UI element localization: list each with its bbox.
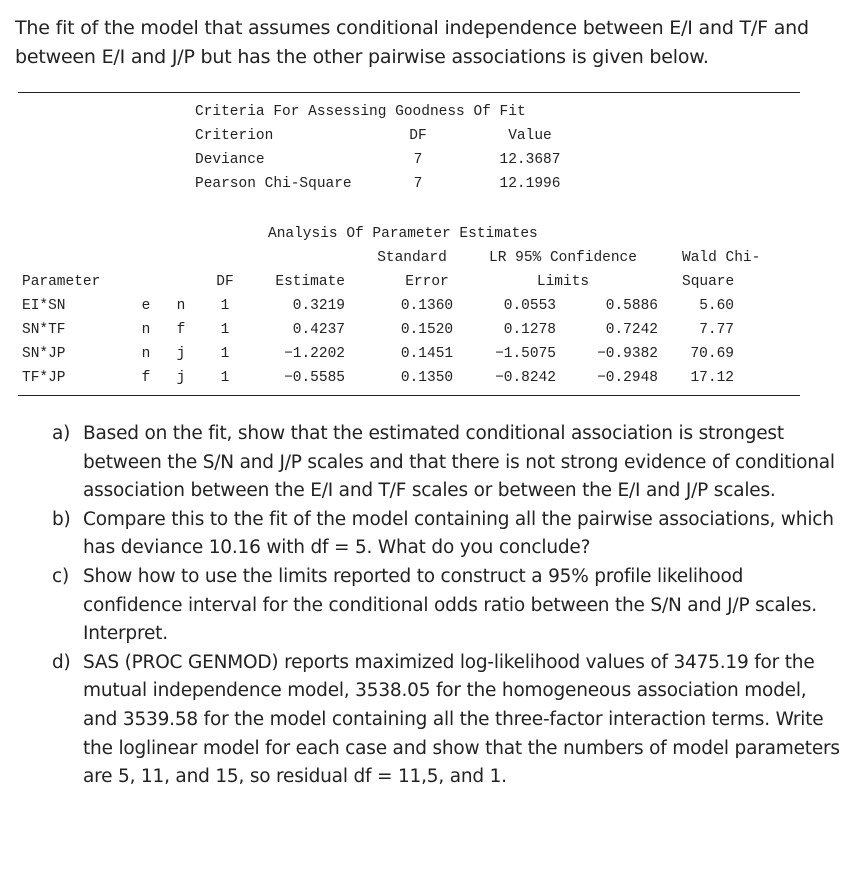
header-estimate: Estimate <box>275 274 345 290</box>
question-text: Compare this to the fit of the model containing all the pairwise associations, which has deviance 10.16 with df = 5. What do you conclude? <box>83 508 834 559</box>
cell-level-2: j <box>176 346 186 362</box>
cell-wald: 17.12 <box>690 370 734 386</box>
goodness-row-criterion: Pearson Chi-Square <box>195 176 352 192</box>
header-df: DF <box>216 274 234 290</box>
cell-parameter: SN*JP <box>22 346 66 362</box>
cell-lower-limit: 0.1278 <box>503 322 556 338</box>
table-top-rule <box>18 92 800 93</box>
cell-wald: 7.77 <box>699 322 734 338</box>
goodness-header-df: DF <box>409 128 427 144</box>
cell-lower-limit: 0.0553 <box>503 298 556 314</box>
cell-level-1: e <box>141 298 151 314</box>
cell-df: 1 <box>220 298 230 314</box>
goodness-title: Criteria For Assessing Goodness Of Fit <box>195 104 526 120</box>
estimates-title: Analysis Of Parameter Estimates <box>268 226 538 242</box>
cell-level-2: j <box>176 370 186 386</box>
question-label: b) <box>52 508 71 530</box>
cell-lower-limit: −1.5075 <box>495 346 556 362</box>
cell-parameter: TF*JP <box>22 370 66 386</box>
header-lr-confidence: LR 95% Confidence <box>489 250 637 266</box>
cell-upper-limit: 0.5886 <box>605 298 658 314</box>
cell-df: 1 <box>220 346 230 362</box>
question-label: a) <box>52 423 71 444</box>
cell-wald: 5.60 <box>699 298 734 314</box>
cell-df: 1 <box>220 322 230 338</box>
cell-upper-limit: 0.7242 <box>605 322 658 338</box>
cell-df: 1 <box>220 370 230 386</box>
cell-upper-limit: −0.9382 <box>597 346 658 362</box>
cell-parameter: SN*TF <box>22 322 66 338</box>
cell-level-1: n <box>141 346 151 362</box>
intro-text: The fit of the model that assumes conditional independence between E/I and T/F and between E/I and J/P but has the other pairwise associations is given below. <box>15 17 809 68</box>
cell-error: 0.1520 <box>400 322 454 338</box>
cell-error: 0.1451 <box>400 346 454 362</box>
goodness-row-value: 12.3687 <box>499 152 561 168</box>
question-item <box>52 649 842 792</box>
header-wald: Wald Chi- <box>682 250 761 266</box>
question-text: SAS (PROC GENMOD) reports maximized log-likelihood values of 3475.19 for the mutual independence model, 3538.05 for the homogeneous association model, and 3539.58 for the model containing all the three-factor interaction terms. Write the loglinear model for each case and show that the numbers of model parameters are 5, 11, and 15, so residual df = 11,5, and 1. <box>83 651 840 788</box>
header-parameter: Parameter <box>22 274 101 290</box>
header-square: Square <box>682 274 735 290</box>
question-item <box>52 563 842 649</box>
header-limits: Limits <box>536 274 590 290</box>
table-bottom-rule <box>18 395 800 396</box>
cell-lower-limit: −0.8242 <box>495 370 556 386</box>
goodness-row-criterion: Deviance <box>195 152 265 168</box>
goodness-header-criterion: Criterion <box>195 128 274 144</box>
question-text: Show how to use the limits reported to construct a 95% profile likelihood confidence interval for the conditional odds ratio between the S/N and J/P scales. Interpret. <box>83 565 817 645</box>
cell-level-2: n <box>176 298 186 314</box>
cell-level-1: n <box>141 322 151 338</box>
cell-error: 0.1360 <box>400 298 454 314</box>
question-label: c) <box>52 565 69 587</box>
question-item <box>52 420 842 506</box>
cell-parameter: EI*SN <box>22 298 66 314</box>
cell-estimate: −1.2202 <box>284 346 345 362</box>
cell-error: 0.1350 <box>400 370 454 386</box>
goodness-row-value: 12.1996 <box>499 176 561 192</box>
cell-level-2: f <box>176 322 186 338</box>
goodness-row-df: 7 <box>413 152 423 168</box>
cell-estimate: 0.4237 <box>292 322 345 338</box>
cell-estimate: −0.5585 <box>284 370 345 386</box>
header-error: Error <box>405 274 449 290</box>
question-list <box>52 420 842 792</box>
cell-wald: 70.69 <box>690 346 734 362</box>
cell-estimate: 0.3219 <box>292 298 345 314</box>
question-text: Based on the fit, show that the estimated conditional association is strongest between the S/N and J/P scales and that there is not strong evidence of conditional association between the E/I and T/F scales or between the E/I and J/P scales. <box>83 423 835 502</box>
cell-upper-limit: −0.2948 <box>597 370 658 386</box>
question-label: d) <box>52 651 71 673</box>
header-standard: Standard <box>377 250 447 266</box>
goodness-row-df: 7 <box>413 176 423 192</box>
cell-level-1: f <box>141 370 151 386</box>
goodness-header-value: Value <box>508 128 552 144</box>
question-item <box>52 506 842 563</box>
